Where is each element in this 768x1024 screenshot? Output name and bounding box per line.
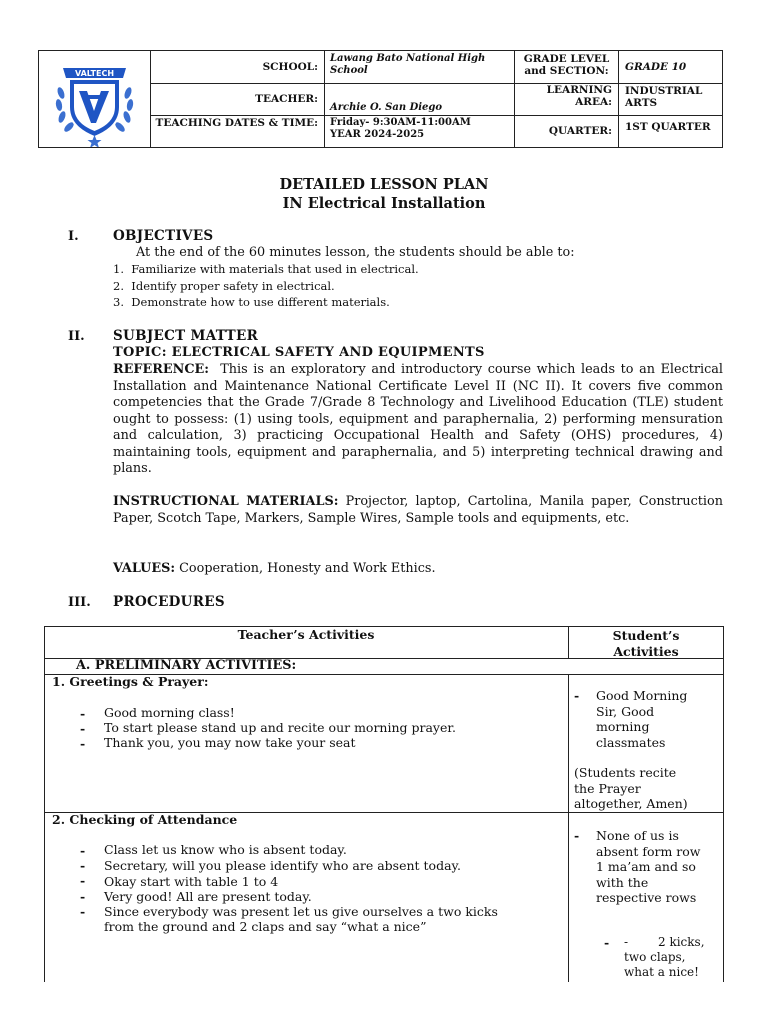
header-table	[38, 50, 723, 148]
materials-paragraph	[113, 494, 723, 527]
objectives-num: I.	[68, 229, 79, 244]
kicks-dash: -	[624, 935, 629, 949]
objectives-heading: OBJECTIVES	[113, 228, 214, 244]
objective-item-1: 1. Familiarize with materials that used in electrical.	[113, 262, 419, 276]
kicks-response: 2 kicks, two claps, what a nice!	[624, 935, 705, 979]
values-paragraph	[113, 561, 723, 578]
objective-item-2: 2. Identify proper safety in electrical.	[113, 279, 335, 293]
area-value: INDUSTRIAL ARTS	[625, 85, 703, 109]
attend-item-6: from the ground and 2 claps and say “what a nice”	[104, 919, 427, 934]
greet-item-2: To start please stand up and recite our morning prayer.	[104, 720, 456, 735]
area-label: LEARNING AREA:	[515, 83, 619, 115]
col-teacher-header: Teacher’s Activities	[237, 627, 375, 642]
procedures-heading: PROCEDURES	[113, 594, 225, 610]
quarter-label: QUARTER:	[515, 115, 619, 147]
reference-text: This is an exploratory and introductory course which leads to an Electrical Installation and Maintenance National Certificate Level II (NC II). It covers five common competencies that the Grade 7/Grade 8 Technology and Livelihood Education (TLE) student ought to possess: (1) using tools, equipment and paraphernalia, 2) performing mensuration and calculation, 3) practicing Occupational Health and Safety (OHS) procedures, 4) maintaining tools, equipment and paraphernalia, and 5) interpreting technical drawing and plans.	[113, 362, 723, 476]
valtech-shield-icon	[39, 51, 150, 147]
greet-heading: 1. Greetings & Prayer:	[52, 674, 209, 689]
subject-num: II.	[68, 329, 85, 344]
logo-text: VALTECH	[74, 69, 115, 78]
objective-item-3: 3. Demonstrate how to use different materials.	[113, 295, 390, 309]
greet-item-3: Thank you, you may now take your seat	[104, 735, 356, 750]
doc-subtitle: IN Electrical Installation	[282, 195, 486, 212]
values-label: VALUES:	[113, 561, 176, 576]
procedures-table: Teacher’s Activities Student’s Activities A. PRELIMINARY ACTIVITIES: 1. Greetings & Prayer: - Good morning class! - To start please stand up and recite our morning prayer. - Thank you, you may now take your seat - Good Morning Sir, Good morning classmates (Students recite the Prayer altogether, Amen) 2. Checking of Attendance - Class let us know who is absent today. - Secretary, will you please identify who are absent today. - Okay start with table 1 to 4 - Very good! All are present today. - Since everybody was present let us give ourselves a two kicks from the ground and 2 claps and say “what a nice” - None of us is absent form row 1 ma’am and so with the respective rows - - 2 kicks, two claps, what a nice!	[44, 626, 724, 982]
subject-topic: TOPIC: ELECTRICAL SAFETY AND EQUIPMENTS	[113, 345, 485, 360]
col-student-header: Student’s Activities	[612, 628, 680, 659]
section-a-label: A. PRELIMINARY ACTIVITIES:	[76, 658, 297, 673]
values-text: Cooperation, Honesty and Work Ethics.	[179, 561, 436, 576]
school-value: Lawang Bato National High School	[325, 51, 515, 83]
attend-item-5: Since everybody was present let us give ourselves a two kicks	[104, 904, 498, 919]
dates-value-line1: Friday- 9:30AM-11:00AM	[330, 117, 471, 128]
reference-label: REFERENCE:	[113, 362, 209, 377]
reference-paragraph	[113, 362, 723, 478]
attend-item-3: Okay start with table 1 to 4	[104, 874, 279, 889]
grade-label: GRADE LEVEL and SECTION:	[515, 51, 619, 83]
dates-value	[325, 115, 515, 147]
grade-value: GRADE 10	[625, 61, 687, 73]
dates-value-line2: YEAR 2024-2025	[330, 129, 425, 140]
greet-item-1: Good morning class!	[104, 705, 235, 720]
subject-heading: SUBJECT MATTER	[113, 328, 259, 344]
attend-item-2: Secretary, will you please identify who are absent today.	[104, 858, 461, 873]
quarter-value: 1ST QUARTER	[625, 121, 711, 133]
greet-student-note: (Students recite the Prayer altogether, Amen)	[574, 765, 688, 811]
materials-label: INSTRUCTIONAL MATERIALS:	[113, 494, 339, 509]
greet-student-response: Good Morning Sir, Good morning classmates	[596, 688, 688, 750]
attend-item-1: Class let us know who is absent today.	[104, 842, 347, 857]
teacher-value: Archie O. San Diego	[325, 83, 515, 115]
attend-item-4: Very good! All are present today.	[104, 889, 312, 904]
objectives-intro: At the end of the 60 minutes lesson, the students should be able to:	[136, 245, 575, 260]
teacher-label: TEACHER:	[150, 83, 325, 115]
attend-student-response: None of us is absent form row 1 ma’am and so with the respective rows	[596, 828, 701, 905]
dates-label: TEACHING DATES & TIME:	[150, 115, 325, 147]
school-label: SCHOOL:	[150, 51, 325, 83]
school-logo	[39, 51, 151, 147]
attend-heading: 2. Checking of Attendance	[52, 812, 238, 827]
procedures-num: III.	[68, 595, 91, 610]
materials-text: Projector, laptop, Cartolina, Manila paper, Construction Paper, Scotch Tape, Markers, Sample Wires, Sample tools and equipments, etc.	[113, 494, 723, 526]
doc-title: DETAILED LESSON PLAN	[279, 176, 489, 193]
